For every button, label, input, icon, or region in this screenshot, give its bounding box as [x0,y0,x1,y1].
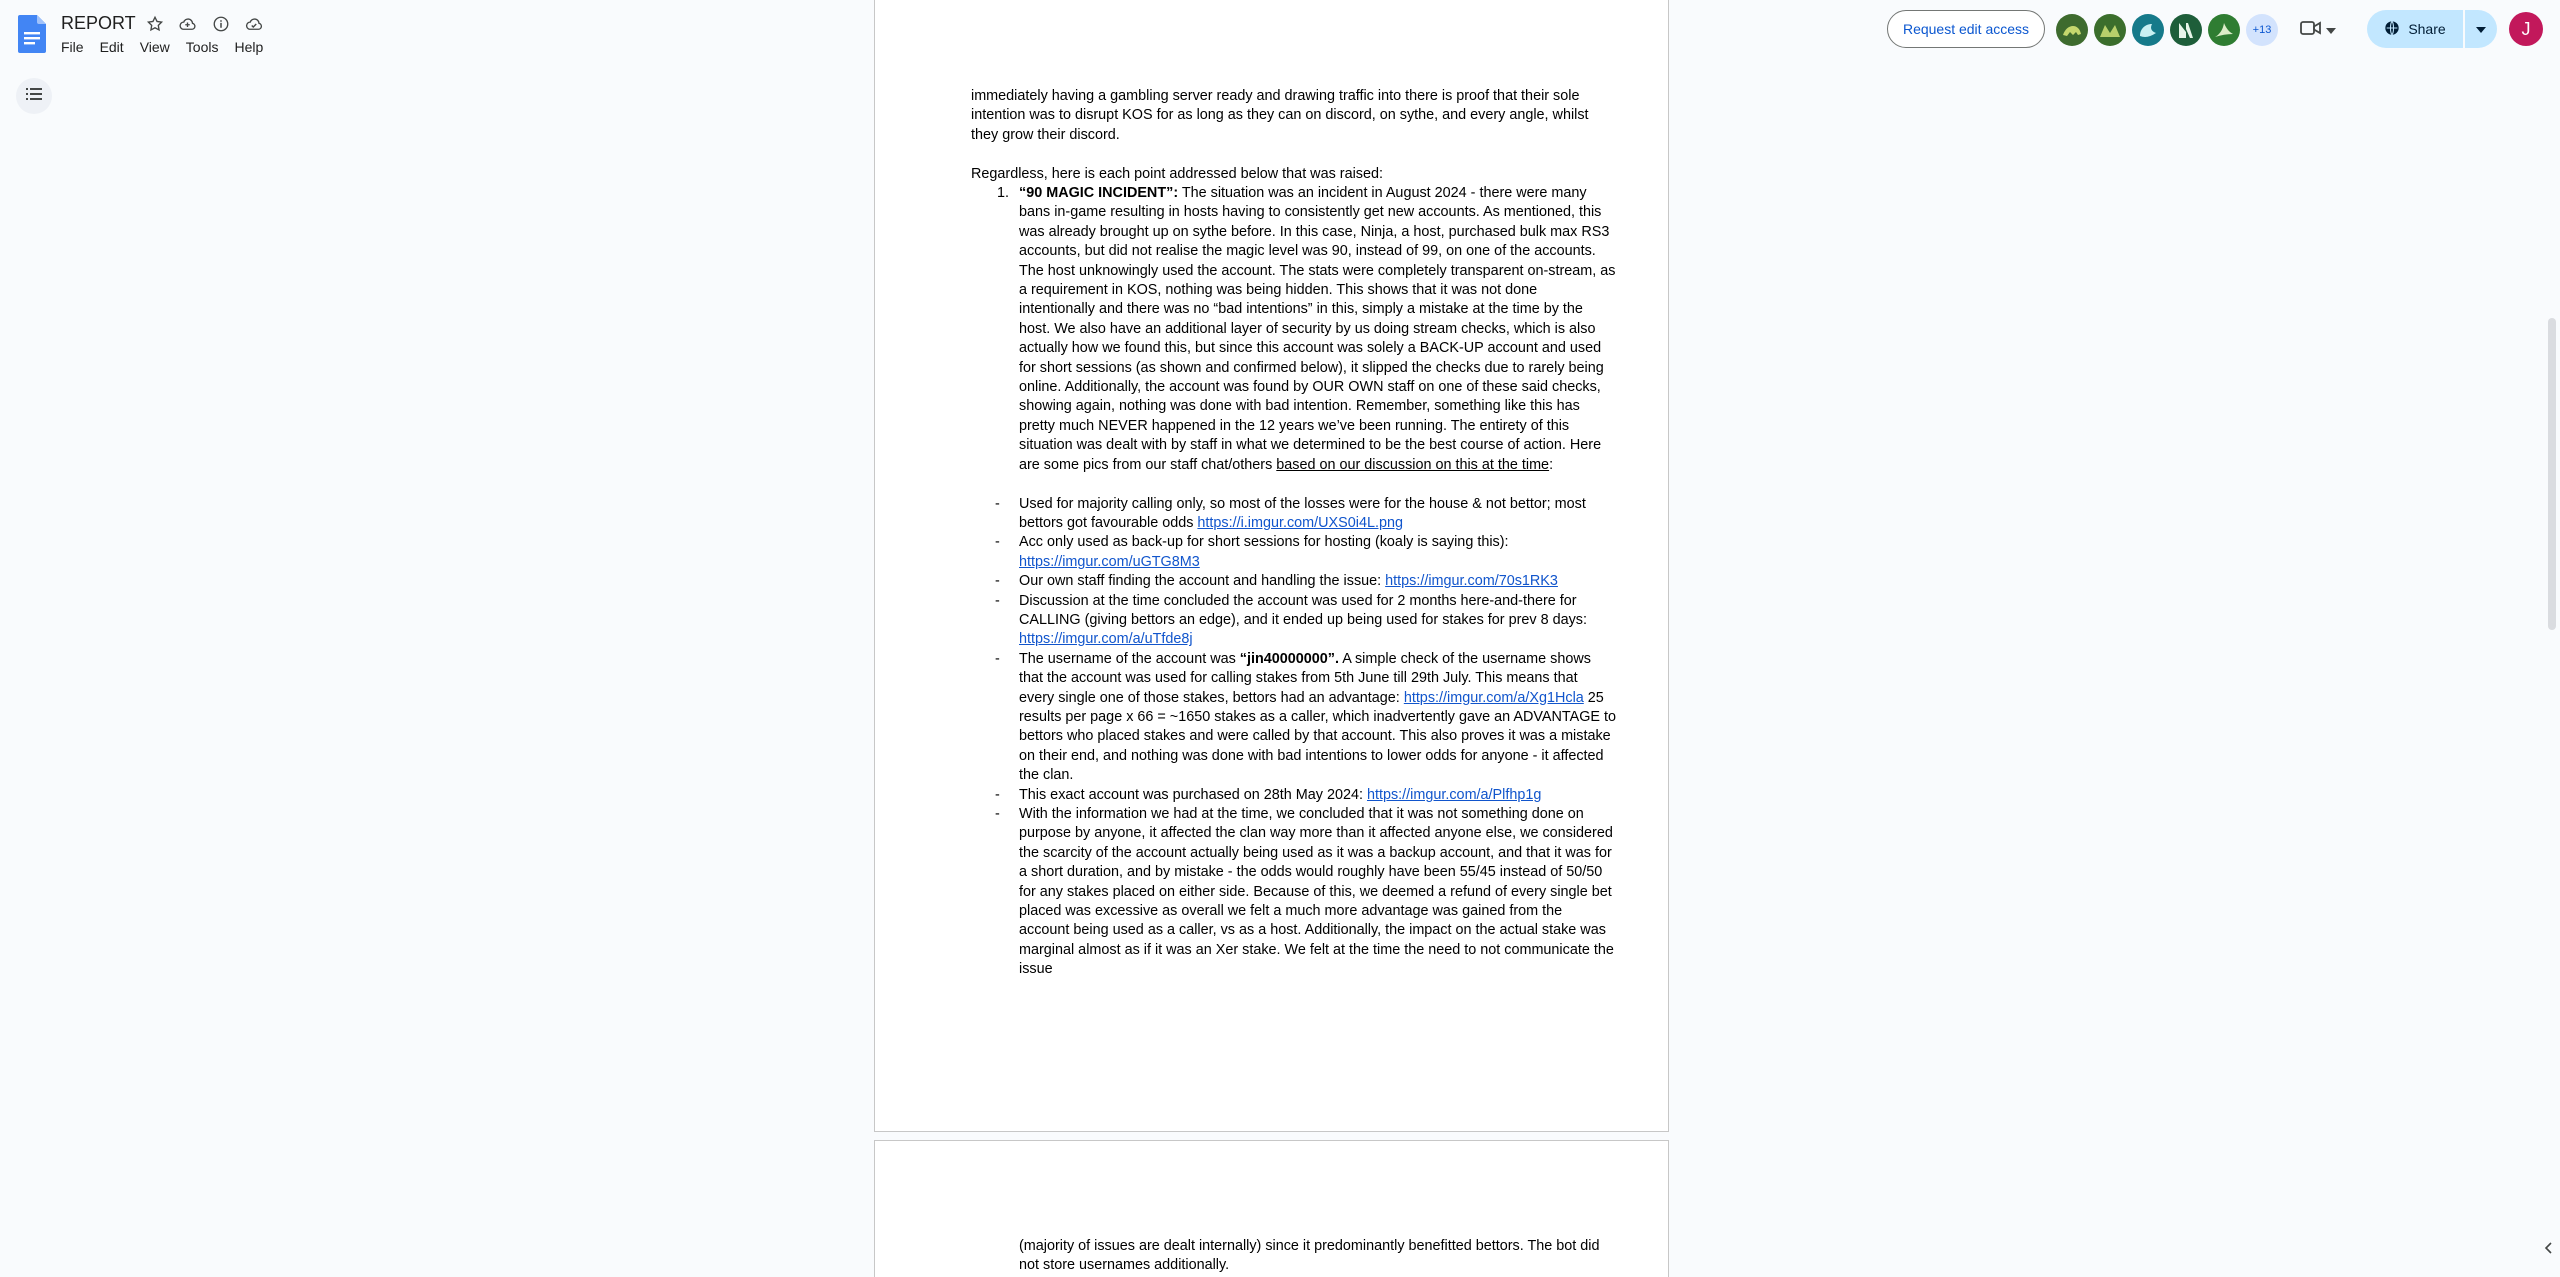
user-avatar[interactable]: J [2509,12,2543,46]
menu-edit[interactable]: Edit [99,39,124,55]
item-body: Used for majority calling only, so most of the losses were for the house & not bettor; most bettors got favourable odds [1019,495,1586,531]
item-body: Our own staff finding the account and handling the issue: [1019,573,1386,590]
evidence-link[interactable]: https://imgur.com/a/uTfde8j [1019,631,1193,648]
chevron-down-icon [2476,20,2486,38]
meet-dropdown-icon [2326,21,2336,39]
item-body: Discussion at the time concluded the account was used for 2 months here-and-there for CALLING (giving bettors an edge), and it ended up being used for stakes for prev 8 days: [1019,592,1587,628]
evidence-link[interactable]: https://imgur.com/70s1RK3 [1385,573,1558,590]
item-body: A simple check of the username shows that the account was used for calling stakes from 5th June till 29th July. This means that every single one of those stakes, bettors had an advantage: [1019,650,1591,706]
username-bold: “jin40000000”. [1239,650,1339,667]
move-to-drive-icon[interactable] [176,13,199,35]
more-collaborators-badge[interactable]: +13 [2246,14,2278,46]
list-dash: - [995,534,1000,551]
evidence-link[interactable]: https://imgur.com/a/Plfhp1g [1366,786,1542,803]
menu-help[interactable]: Help [234,39,264,55]
page-content [971,1237,1616,1276]
list-dash: - [995,592,1000,609]
document-title[interactable]: REPORT [61,13,136,33]
list-dash: - [995,806,1000,822]
cloud-saved-icon[interactable] [242,13,265,35]
collaborator-avatar[interactable] [2208,14,2240,46]
continued-paragraph: (majority of issues are dealt internally) since it predominantly benefitted bettors. The bot did not store usernames additionally. [1019,1238,1600,1274]
list-number: 1. [997,185,1010,202]
share-dropdown-button[interactable] [2465,10,2497,48]
list-item [971,592,1616,650]
share-button[interactable] [2367,10,2463,48]
menu-file[interactable]: File [61,39,84,55]
star-icon[interactable] [143,13,166,35]
list-item [971,495,1616,534]
item-underlined: based on our discussion on this at the time [1276,456,1550,473]
info-icon[interactable] [209,13,232,35]
document-page-2 [874,1140,1669,1277]
regardless-paragraph: Regardless, here is each point addressed below that was raised: [971,165,1383,182]
item-text [1019,592,1616,650]
collaborator-avatar[interactable] [2094,14,2126,46]
item-text: With the information we had at the time, we concluded that it was not something done on purpose by anyone, it affected the clan way more than it affected anyone else, we considered the scarcity of the account actually being used as it was a backup account, and that it was for a short duration, and by mistake - the odds would roughly have been 55/45 instead of 50/50 for any stakes placed on either side. Because of this, we deemed a refund of every single bet placed was excessive as overall we felt a much more advantage was gained from the account being used as a caller, vs as a host. Additionally, the impact on the actual stake was marginal almost as if it was an Xer stake. We felt at the time the need to not communicate the issue [1019,806,1614,978]
list-item [971,786,1616,805]
request-edit-access-button[interactable]: Request edit access [1887,10,2045,48]
item-text [1019,184,1616,475]
collaborator-avatar[interactable] [2056,14,2088,46]
meet-button[interactable] [2300,16,2348,44]
item-text [1019,572,1616,591]
evidence-link[interactable]: https://i.imgur.com/UXS0i4L.png [1197,514,1403,531]
document-page [874,0,1669,1132]
collaborator-avatars [2056,14,2278,46]
vertical-scrollbar[interactable] [2544,60,2560,1277]
item-text [1019,495,1616,534]
share-label: Share [2408,21,2446,37]
list-item [971,805,1616,980]
item-text [1019,533,1616,572]
list-dash: - [995,786,1000,803]
globe-icon [2384,20,2400,39]
item-heading: “90 MAGIC INCIDENT”: [1019,185,1179,202]
item-text [1019,650,1616,786]
video-camera-icon [2300,20,2322,41]
scrollbar-thumb[interactable] [2548,318,2556,630]
intro-paragraph: immediately having a gambling server ready and drawing traffic into there is proof that their sole intention was to disrupt KOS for as long as they can on discord, on sythe, and every angle, whilst they grow their discord. [971,88,1589,143]
item-body: The username of the account was [1019,650,1240,667]
numbered-item-1 [971,184,1616,475]
collaborator-avatar[interactable] [2132,14,2164,46]
evidence-link[interactable]: https://imgur.com/uGTG8M3 [1019,553,1200,570]
list-dash: - [995,650,1000,667]
list-item [971,650,1616,786]
chevron-left-icon [2544,1241,2552,1259]
item-body: The situation was an incident in August 2024 - there were many bans in-game resulting in hosts having to consistently get new accounts. As mentioned, this was already brought up on sythe before. In this case, Ninja, a host, purchased bulk max RS3 accounts, but did not realise the magic level was 90, instead of 99, on one of the accounts. The host unknowingly used the account. The stats were completely transparent on-stream, as a requirement in KOS, nothing was being hidden. This shows that it was not done intentionally and there was no “bad intentions” in this, simply a mistake at the time by the host. We also have an additional layer of security by us doing stream checks, which is also actually how we found this, but since this account was solely a BACK-UP account and used for short sessions (as shown and confirmed below), it slipped the checks due to rarely being online. Additionally, the account was found by OUR OWN staff on one of these said checks, showing again, nothing was done with bad intention. Remember, something like this has pretty much NEVER happened in the 12 years we’ve been running. The entirety of this situation was dealt with by staff in what we determined to be the best course of action. Here are some pics from our staff chat/others [1019,185,1616,473]
item-body: 25 results per page x 66 = ~1650 stakes as a caller, which inadvertently gave an ADVANTAGE to bettors who placed stakes and were called by that account. This also proves it was a mistake on their end, and nothing was done with bad intentions to lower odds for anyone - it affected the clan. [1019,689,1617,784]
docs-logo-icon[interactable] [18,15,46,53]
list-item [971,572,1616,591]
item-body: Acc only used as back-up for short sessions for hosting (koaly is saying this): [1019,534,1509,551]
document-outline-button[interactable] [16,78,52,114]
list-item [971,533,1616,572]
menu-view[interactable]: View [139,39,170,55]
evidence-list [971,495,1616,980]
side-panel-toggle[interactable] [2538,1240,2558,1260]
list-dash: - [995,573,1000,590]
page-content [971,87,1616,980]
item-text [1019,786,1616,805]
list-dash: - [995,495,1000,512]
menu-tools[interactable]: Tools [185,39,219,55]
item-tail: : [1549,456,1554,473]
outline-list-icon [26,87,42,106]
collaborator-avatar[interactable] [2170,14,2202,46]
menu-bar [61,38,279,56]
item-body: This exact account was purchased on 28th May 2024: [1019,786,1367,803]
evidence-link[interactable]: https://imgur.com/a/Xg1Hcla [1403,689,1584,706]
